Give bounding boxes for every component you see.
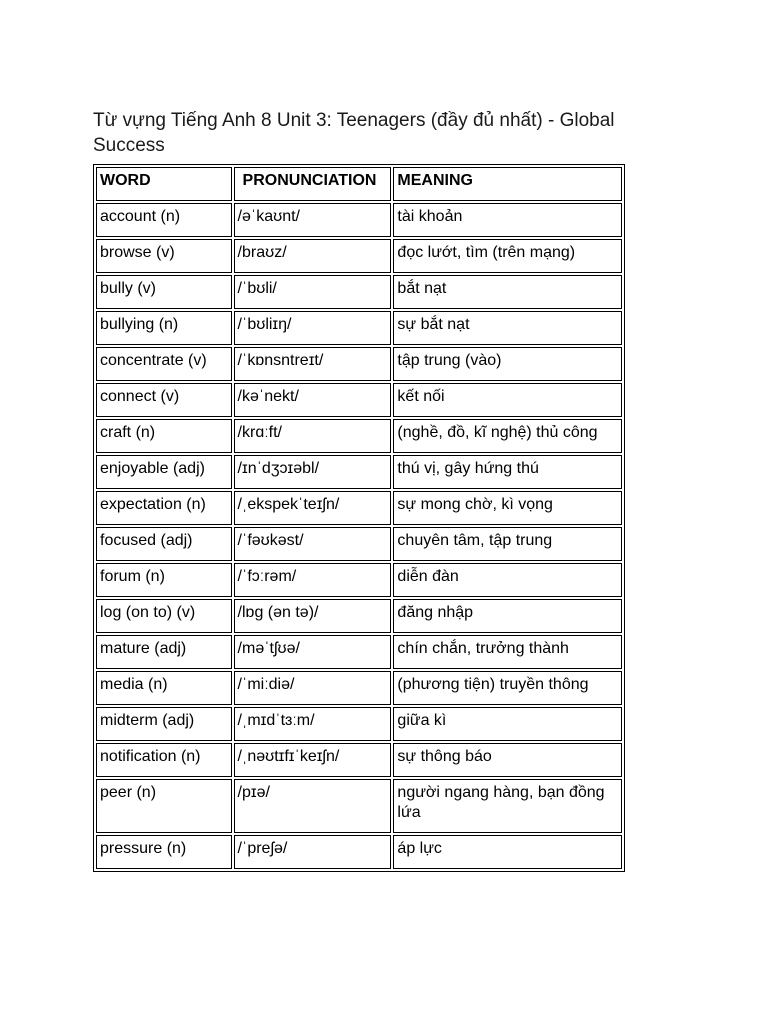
table-row — [96, 455, 622, 489]
vocabulary-table — [93, 164, 625, 872]
pronunciation-cell: /ˈpreʃə/ — [234, 835, 392, 869]
pronunciation-cell: /kəˈnekt/ — [234, 383, 392, 417]
pronunciation-cell: /ɪnˈdʒɔɪəbl/ — [234, 455, 392, 489]
table-row — [96, 743, 622, 777]
word-cell: connect (v) — [96, 383, 232, 417]
meaning-cell: bắt nạt — [393, 275, 622, 309]
table-row — [96, 779, 622, 833]
table-row — [96, 203, 622, 237]
table-row — [96, 491, 622, 525]
pronunciation-cell: /ˌnəʊtɪfɪˈkeɪʃn/ — [234, 743, 392, 777]
meaning-cell: giữa kì — [393, 707, 622, 741]
table-row — [96, 835, 622, 869]
meaning-cell: chín chắn, trưởng thành — [393, 635, 622, 669]
word-cell: mature (adj) — [96, 635, 232, 669]
table-row — [96, 563, 622, 597]
table-row — [96, 671, 622, 705]
meaning-cell: diễn đàn — [393, 563, 622, 597]
pronunciation-cell: /ˈmiːdiə/ — [234, 671, 392, 705]
table-row — [96, 275, 622, 309]
header-meaning: MEANING — [393, 167, 622, 201]
word-cell: peer (n) — [96, 779, 232, 833]
meaning-cell: (phương tiện) truyền thông — [393, 671, 622, 705]
table-row — [96, 383, 622, 417]
meaning-cell: tập trung (vào) — [393, 347, 622, 381]
pronunciation-cell: /ˈfəʊkəst/ — [234, 527, 392, 561]
table-row — [96, 311, 622, 345]
word-cell: craft (n) — [96, 419, 232, 453]
header-word: WORD — [96, 167, 232, 201]
table-row — [96, 239, 622, 273]
table-header-row — [96, 167, 622, 201]
meaning-cell: kết nối — [393, 383, 622, 417]
meaning-cell: người ngang hàng, bạn đồng lứa — [393, 779, 622, 833]
word-cell: pressure (n) — [96, 835, 232, 869]
meaning-cell: áp lực — [393, 835, 622, 869]
word-cell: expectation (n) — [96, 491, 232, 525]
pronunciation-cell: /lɒg (ən tə)/ — [234, 599, 392, 633]
pronunciation-cell: /ˌekspekˈteɪʃn/ — [234, 491, 392, 525]
word-cell: bully (v) — [96, 275, 232, 309]
table-row — [96, 419, 622, 453]
word-cell: notification (n) — [96, 743, 232, 777]
meaning-cell: (nghề, đồ, kĩ nghệ) thủ công — [393, 419, 622, 453]
pronunciation-cell: /braʊz/ — [234, 239, 392, 273]
meaning-cell: tài khoản — [393, 203, 622, 237]
meaning-cell: sự mong chờ, kì vọng — [393, 491, 622, 525]
word-cell: bullying (n) — [96, 311, 232, 345]
meaning-cell: thú vị, gây hứng thú — [393, 455, 622, 489]
word-cell: media (n) — [96, 671, 232, 705]
word-cell: forum (n) — [96, 563, 232, 597]
meaning-cell: sự bắt nạt — [393, 311, 622, 345]
pronunciation-cell: /ˈkɒnsntreɪt/ — [234, 347, 392, 381]
word-cell: account (n) — [96, 203, 232, 237]
word-cell: midterm (adj) — [96, 707, 232, 741]
meaning-cell: sự thông báo — [393, 743, 622, 777]
pronunciation-cell: /krɑːft/ — [234, 419, 392, 453]
word-cell: log (on to) (v) — [96, 599, 232, 633]
word-cell: concentrate (v) — [96, 347, 232, 381]
pronunciation-cell: /məˈtʃʊə/ — [234, 635, 392, 669]
document-title: Từ vựng Tiếng Anh 8 Unit 3: Teenagers (đầy đủ nhất) - Global Success — [93, 110, 615, 156]
meaning-cell: chuyên tâm, tập trung — [393, 527, 622, 561]
table-row — [96, 347, 622, 381]
pronunciation-cell: /ˌmɪdˈtɜːm/ — [234, 707, 392, 741]
pronunciation-cell: /əˈkaʊnt/ — [234, 203, 392, 237]
word-cell: enjoyable (adj) — [96, 455, 232, 489]
meaning-cell: đọc lướt, tìm (trên mạng) — [393, 239, 622, 273]
pronunciation-cell: /ˈbʊli/ — [234, 275, 392, 309]
pronunciation-cell: /ˈbʊliɪŋ/ — [234, 311, 392, 345]
pronunciation-cell: /pɪə/ — [234, 779, 392, 833]
table-row — [96, 527, 622, 561]
header-pronunciation: PRONUNCIATION — [234, 167, 392, 201]
word-cell: focused (adj) — [96, 527, 232, 561]
table-row — [96, 599, 622, 633]
meaning-cell: đăng nhập — [393, 599, 622, 633]
table-row — [96, 635, 622, 669]
pronunciation-cell: /ˈfɔːrəm/ — [234, 563, 392, 597]
table-row — [96, 707, 622, 741]
word-cell: browse (v) — [96, 239, 232, 273]
